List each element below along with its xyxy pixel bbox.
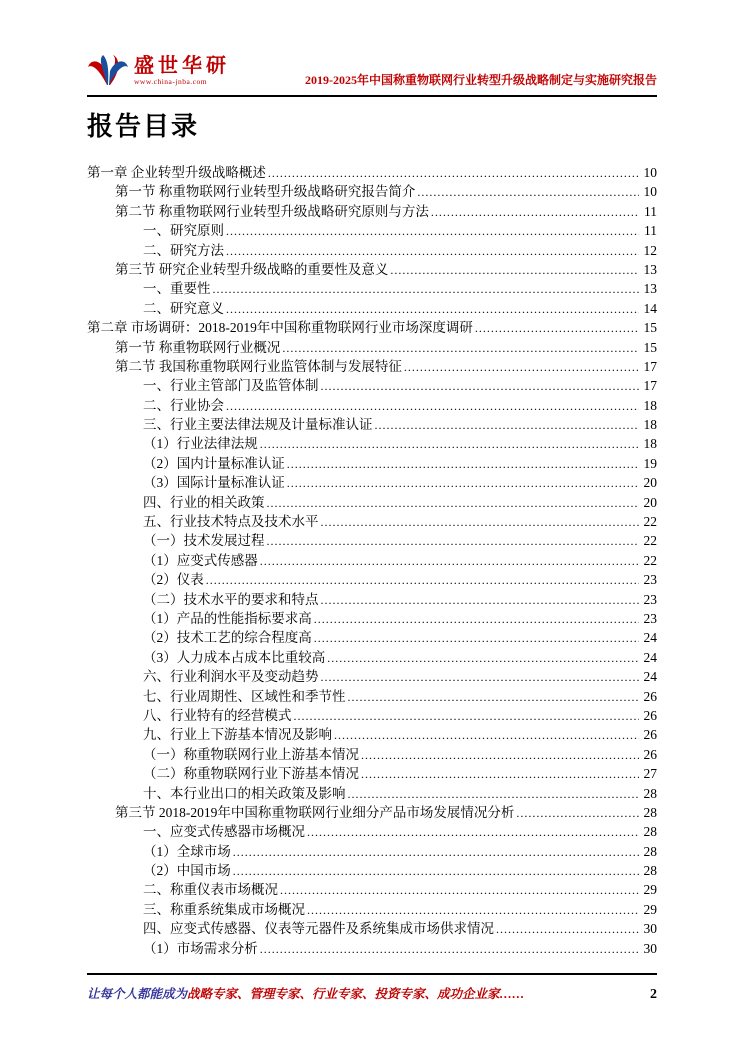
toc-leader-dots (213, 279, 640, 299)
toc-leader-dots (404, 357, 639, 377)
toc-entry-title: （一）技术发展过程 (143, 533, 265, 549)
toc-entry (143, 706, 657, 725)
toc-leader-dots (287, 473, 639, 493)
toc-entry-page: 13 (643, 261, 657, 277)
footer-slogan-prefix: 让每个人都能成为 (87, 987, 188, 1001)
toc-entry-title: 二、研究方法 (143, 242, 224, 258)
toc-entry (115, 338, 657, 357)
toc-leader-dots (267, 493, 640, 513)
page-footer (87, 973, 657, 1003)
toc-leader-dots (361, 745, 639, 765)
toc-leader-dots (226, 396, 639, 416)
toc-entry-title: 第一章 企业转型升级战略概述 (87, 165, 266, 180)
toc-leader-dots (280, 880, 639, 900)
toc-entry-title: 十、本行业出口的相关政策及影响 (143, 785, 346, 801)
toc-entry (143, 396, 657, 415)
toc-entry-page: 26 (643, 746, 657, 762)
toc-entry-page: 11 (644, 203, 657, 219)
toc-entry (143, 493, 657, 512)
toc-leader-dots (321, 667, 640, 687)
toc-leader-dots (260, 551, 639, 571)
toc-entry (115, 357, 657, 376)
toc-entry (143, 939, 657, 958)
toc-entry (143, 784, 657, 803)
toc-entry (143, 454, 657, 473)
toc-entry-page: 15 (643, 320, 657, 336)
toc-entry-page: 18 (643, 417, 657, 433)
toc-entry (115, 202, 657, 221)
toc-entry (143, 512, 657, 531)
toc-entry-page: 30 (643, 921, 657, 937)
toc-entry (87, 318, 657, 337)
toc-entry-title: 四、行业的相关政策 (143, 494, 265, 510)
toc-entry-page: 10 (643, 165, 657, 180)
toc-leader-dots (348, 687, 640, 707)
toc-entry-page: 10 (643, 184, 657, 200)
toc-leader-dots (294, 706, 640, 726)
brand-logo (87, 53, 230, 89)
toc-entry-title: （二）称重物联网行业下游基本情况 (143, 766, 359, 782)
toc-entry-page: 28 (643, 824, 657, 840)
toc-entry-title: （2）中国市场 (143, 863, 231, 879)
toc-leader-dots (321, 512, 640, 532)
toc-entry (143, 415, 657, 434)
brand-fan-icon (87, 53, 129, 89)
toc-entry-page: 13 (643, 281, 657, 297)
toc-entry (115, 260, 657, 279)
page-number: 2 (650, 987, 657, 1002)
toc-entry-title: （1）全球市场 (143, 843, 231, 859)
brand-name: 盛世华研 (134, 55, 230, 78)
toc-entry-title: 第三节 研究企业转型升级战略的重要性及意义 (115, 261, 389, 277)
toc-entry-title: 第二节 我国称重物联网行业监管体制与发展特征 (115, 358, 402, 374)
toc-leader-dots (226, 221, 639, 241)
toc-leader-dots (431, 202, 639, 222)
toc-entry-title: （2）仪表 (143, 572, 204, 588)
toc-entry (143, 687, 657, 706)
toc-leader-dots (233, 861, 639, 881)
toc-entry (143, 667, 657, 686)
toc-entry (87, 163, 657, 182)
toc-entry-page: 12 (643, 242, 657, 258)
toc-entry-title: （2）国内计量标准认证 (143, 455, 285, 471)
toc-entry-title: （3）人力成本占成本比重较高 (143, 649, 326, 665)
toc-entry (143, 551, 657, 570)
toc-leader-dots (268, 163, 639, 183)
toc-entry-page: 26 (643, 707, 657, 723)
toc-entry (143, 842, 657, 861)
toc-entry-page: 22 (643, 552, 657, 568)
toc-leader-dots (327, 648, 639, 668)
toc-entry-page: 29 (643, 901, 657, 917)
toc-entry-title: 七、行业周期性、区域性和季节性 (143, 688, 346, 704)
brand-url: www.china-jnba.com (134, 77, 208, 87)
toc-entry (143, 725, 657, 744)
toc-leader-dots (334, 725, 639, 745)
toc-entry-title: （1）行业法律法规 (143, 436, 258, 452)
toc-entry (143, 221, 657, 240)
toc-leader-dots (390, 260, 639, 280)
toc-entry-page: 20 (643, 475, 657, 491)
toc-entry-title: 四、应变式传感器、仪表等元器件及系统集成市场供求情况 (143, 921, 494, 937)
toc-entry (143, 376, 657, 395)
toc-entry-title: （二）技术水平的要求和特点 (143, 591, 319, 607)
toc-entry-title: 第一节 称重物联网行业概况 (115, 339, 281, 355)
toc-entry-page: 22 (643, 514, 657, 530)
toc-leader-dots (321, 590, 640, 610)
toc-leader-dots (287, 454, 639, 474)
footer-slogan (87, 984, 525, 1002)
toc-entry-page: 26 (643, 688, 657, 704)
toc-entry (143, 745, 657, 764)
toc-leader-dots (417, 182, 639, 202)
toc-entry (143, 822, 657, 841)
toc-entry-page: 23 (643, 591, 657, 607)
toc-entry (143, 279, 657, 298)
toc-entry-title: 三、称重系统集成市场概况 (143, 901, 305, 917)
toc-entry-title: 一、研究原则 (143, 223, 224, 239)
toc-entry-title: 第二章 市场调研：2018-2019年中国称重物联网行业市场深度调研 (87, 320, 473, 336)
toc-leader-dots (475, 318, 639, 338)
toc-entry-title: （3）国际计量标准认证 (143, 475, 285, 491)
toc-leader-dots (260, 939, 639, 959)
toc-entry (143, 648, 657, 667)
toc-entry (143, 861, 657, 880)
toc-entry-page: 14 (643, 300, 657, 316)
toc-leader-dots (321, 376, 640, 396)
toc-entry (143, 473, 657, 492)
toc-entry-page: 23 (643, 610, 657, 626)
toc-leader-dots (282, 338, 639, 358)
toc-entry-page: 24 (643, 669, 657, 685)
page-header (87, 0, 657, 97)
toc-entry-page: 23 (643, 572, 657, 588)
toc-entry-title: 一、行业主管部门及监管体制 (143, 378, 319, 394)
toc-entry-title: 二、称重仪表市场概况 (143, 882, 278, 898)
report-title: 2019-2025年中国称重物联网行业转型升级战略制定与实施研究报告 (305, 73, 657, 87)
toc-entry-page: 24 (643, 630, 657, 646)
toc-list (87, 163, 657, 958)
toc-leader-dots (375, 415, 640, 435)
toc-entry (143, 919, 657, 938)
toc-entry (143, 590, 657, 609)
page-title: 报告目录 (87, 112, 200, 141)
toc-entry (143, 900, 657, 919)
toc-entry-page: 18 (643, 397, 657, 413)
toc-entry-page: 28 (643, 843, 657, 859)
toc-entry-title: （1）应变式传感器 (143, 552, 258, 568)
toc-leader-dots (260, 434, 639, 454)
toc-leader-dots (226, 241, 639, 261)
toc-entry (143, 764, 657, 783)
toc-entry-page: 17 (643, 358, 657, 374)
toc-entry-page: 20 (643, 494, 657, 510)
toc-entry-page: 28 (643, 863, 657, 879)
toc-leader-dots (348, 784, 640, 804)
toc-entry (143, 570, 657, 589)
toc-entry-page: 19 (643, 455, 657, 471)
toc-entry-title: （2）技术工艺的综合程度高 (143, 630, 312, 646)
toc-leader-dots (361, 764, 639, 784)
toc-entry (143, 609, 657, 628)
toc-leader-dots (307, 900, 639, 920)
toc-entry-page: 26 (643, 727, 657, 743)
toc-leader-dots (226, 299, 639, 319)
toc-leader-dots (314, 609, 639, 629)
toc-leader-dots (307, 822, 639, 842)
toc-entry-page: 30 (643, 940, 657, 956)
footer-slogan-highlight: 战略专家、管理专家、行业专家、投资专家、成功企业家…… (187, 987, 525, 1001)
toc-leader-dots (314, 628, 639, 648)
toc-entry-page: 11 (644, 223, 657, 239)
toc-entry-title: 第二节 称重物联网行业转型升级战略研究原则与方法 (115, 203, 429, 219)
toc-entry-title: 二、研究意义 (143, 300, 224, 316)
toc-entry-title: （1）市场需求分析 (143, 940, 258, 956)
toc-entry-title: 一、应变式传感器市场概况 (143, 824, 305, 840)
toc-entry-page: 28 (643, 804, 657, 820)
toc-entry (143, 241, 657, 260)
toc-entry-title: 第三节 2018-2019年中国称重物联网行业细分产品市场发展情况分析 (115, 804, 515, 820)
toc-entry-page: 27 (643, 766, 657, 782)
toc-entry-title: 一、重要性 (143, 281, 211, 297)
toc-entry-page: 18 (643, 436, 657, 452)
toc-leader-dots (233, 842, 639, 862)
toc-entry-page: 15 (643, 339, 657, 355)
toc-entry-title: 八、行业特有的经营模式 (143, 707, 292, 723)
toc-entry-title: 五、行业技术特点及技术水平 (143, 514, 319, 530)
toc-entry-title: 九、行业上下游基本情况及影响 (143, 727, 332, 743)
toc-entry (143, 880, 657, 899)
toc-entry-title: 二、行业协会 (143, 397, 224, 413)
toc-leader-dots (516, 803, 639, 823)
toc-leader-dots (496, 919, 639, 939)
toc-entry-title: （1）产品的性能指标要求高 (143, 610, 312, 626)
toc-entry (143, 434, 657, 453)
toc-entry-title: 六、行业利润水平及变动趋势 (143, 669, 319, 685)
brand-text-block (134, 56, 230, 86)
toc-entry (143, 628, 657, 647)
toc-entry (115, 803, 657, 822)
toc-entry-title: 三、行业主要法律法规及计量标准认证 (143, 417, 373, 433)
toc-leader-dots (267, 531, 640, 551)
toc-entry-page: 17 (643, 378, 657, 394)
toc-entry-page: 28 (643, 785, 657, 801)
toc-entry-page: 22 (643, 533, 657, 549)
toc-entry-title: （一）称重物联网行业上游基本情况 (143, 746, 359, 762)
toc-entry-page: 29 (643, 882, 657, 898)
toc-entry-title: 第一节 称重物联网行业转型升级战略研究报告简介 (115, 184, 416, 200)
toc-entry (143, 299, 657, 318)
toc-entry-page: 24 (643, 649, 657, 665)
toc-entry (115, 182, 657, 201)
toc-leader-dots (206, 570, 639, 590)
toc-entry (143, 531, 657, 550)
